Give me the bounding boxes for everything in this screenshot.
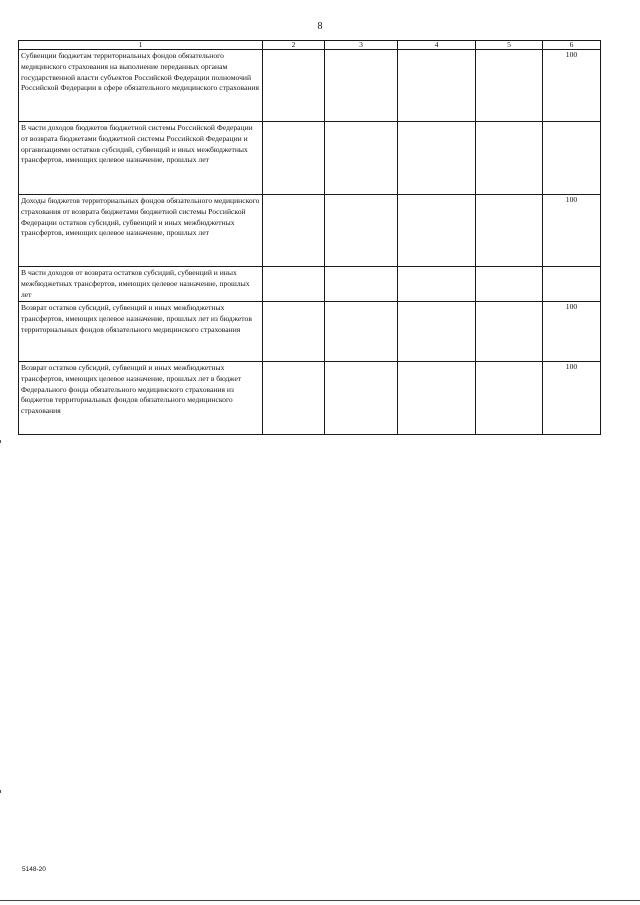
column-header-3: 3 [325,41,398,50]
cell-col-2 [263,362,325,435]
row-description: В части доходов от возврата остатков субсидий, субвенций и иных межбюджетных трансфертов, имеющих целевое назначение, прошлых лет [19,267,263,302]
cell-col-3 [325,267,398,302]
cell-col-2 [263,195,325,267]
table-row [19,302,601,362]
column-header-1: 1 [19,41,263,50]
row-description: Доходы бюджетов территориальных фондов обязательного медицинского страхования от возврата бюджетами бюджетной системы Российской Федерации остатков субсидий, субвенций и иных межбюджетных трансфертов, имеющих целевое назначение, прошлых лет [19,195,263,267]
bottom-divider [0,900,640,901]
table-row [19,195,601,267]
cell-col-6 [543,267,601,302]
row-description: Возврат остатков субсидий, субвенций и иных межбюджетных трансфертов, имеющих целевое назначение, прошлых лет из бюджетов территориальных фондов обязательного медицинского страхования [19,302,263,362]
cell-col-5 [476,195,543,267]
scan-mark-bottom [0,790,1,793]
cell-col-6: 100 [543,362,601,435]
table-row [19,362,601,435]
scan-mark-top [0,440,1,443]
cell-col-6: 100 [543,302,601,362]
cell-col-5 [476,50,543,122]
cell-col-4 [398,267,476,302]
cell-col-3 [325,122,398,195]
cell-col-2 [263,122,325,195]
column-header-5: 5 [476,41,543,50]
data-table [18,40,601,435]
cell-col-3 [325,302,398,362]
cell-col-2 [263,50,325,122]
cell-col-5 [476,122,543,195]
cell-col-2 [263,267,325,302]
cell-col-3 [325,50,398,122]
cell-col-6 [543,122,601,195]
document-code: 5148-20 [22,866,46,873]
cell-col-5 [476,362,543,435]
cell-col-6: 100 [543,50,601,122]
table-row [19,50,601,122]
table-row [19,122,601,195]
cell-col-4 [398,302,476,362]
table-row [19,267,601,302]
row-description: Возврат остатков субсидий, субвенций и иных межбюджетных трансфертов, имеющих целевое назначение, прошлых лет в бюджет Федерального фонда обязательного медицинского страхования из бюджетов территориальных фондов обязательного медицинского страхования [19,362,263,435]
column-header-4: 4 [398,41,476,50]
table-header-row [19,41,601,50]
cell-col-3 [325,195,398,267]
cell-col-5 [476,302,543,362]
cell-col-4 [398,362,476,435]
cell-col-6: 100 [543,195,601,267]
cell-col-2 [263,302,325,362]
cell-col-4 [398,50,476,122]
cell-col-4 [398,122,476,195]
cell-col-3 [325,362,398,435]
row-description: Субвенции бюджетам территориальных фондов обязательного медицинского страхования на выполнение переданных органам государственной власти субъектов Российской Федерации полномочий Российской Федерации в сфере обязательного медицинского страхования [19,50,263,122]
column-header-2: 2 [263,41,325,50]
row-description: В части доходов бюджетов бюджетной системы Российской Федерации от возврата бюджетами бюджетной системы Российской Федерации и организациями остатков субсидий, субвенций и иных межбюджетных трансфертов, имеющих целевое назначение, прошлых лет [19,122,263,195]
cell-col-5 [476,267,543,302]
column-header-6: 6 [543,41,601,50]
cell-col-4 [398,195,476,267]
page-number: 8 [317,21,323,32]
